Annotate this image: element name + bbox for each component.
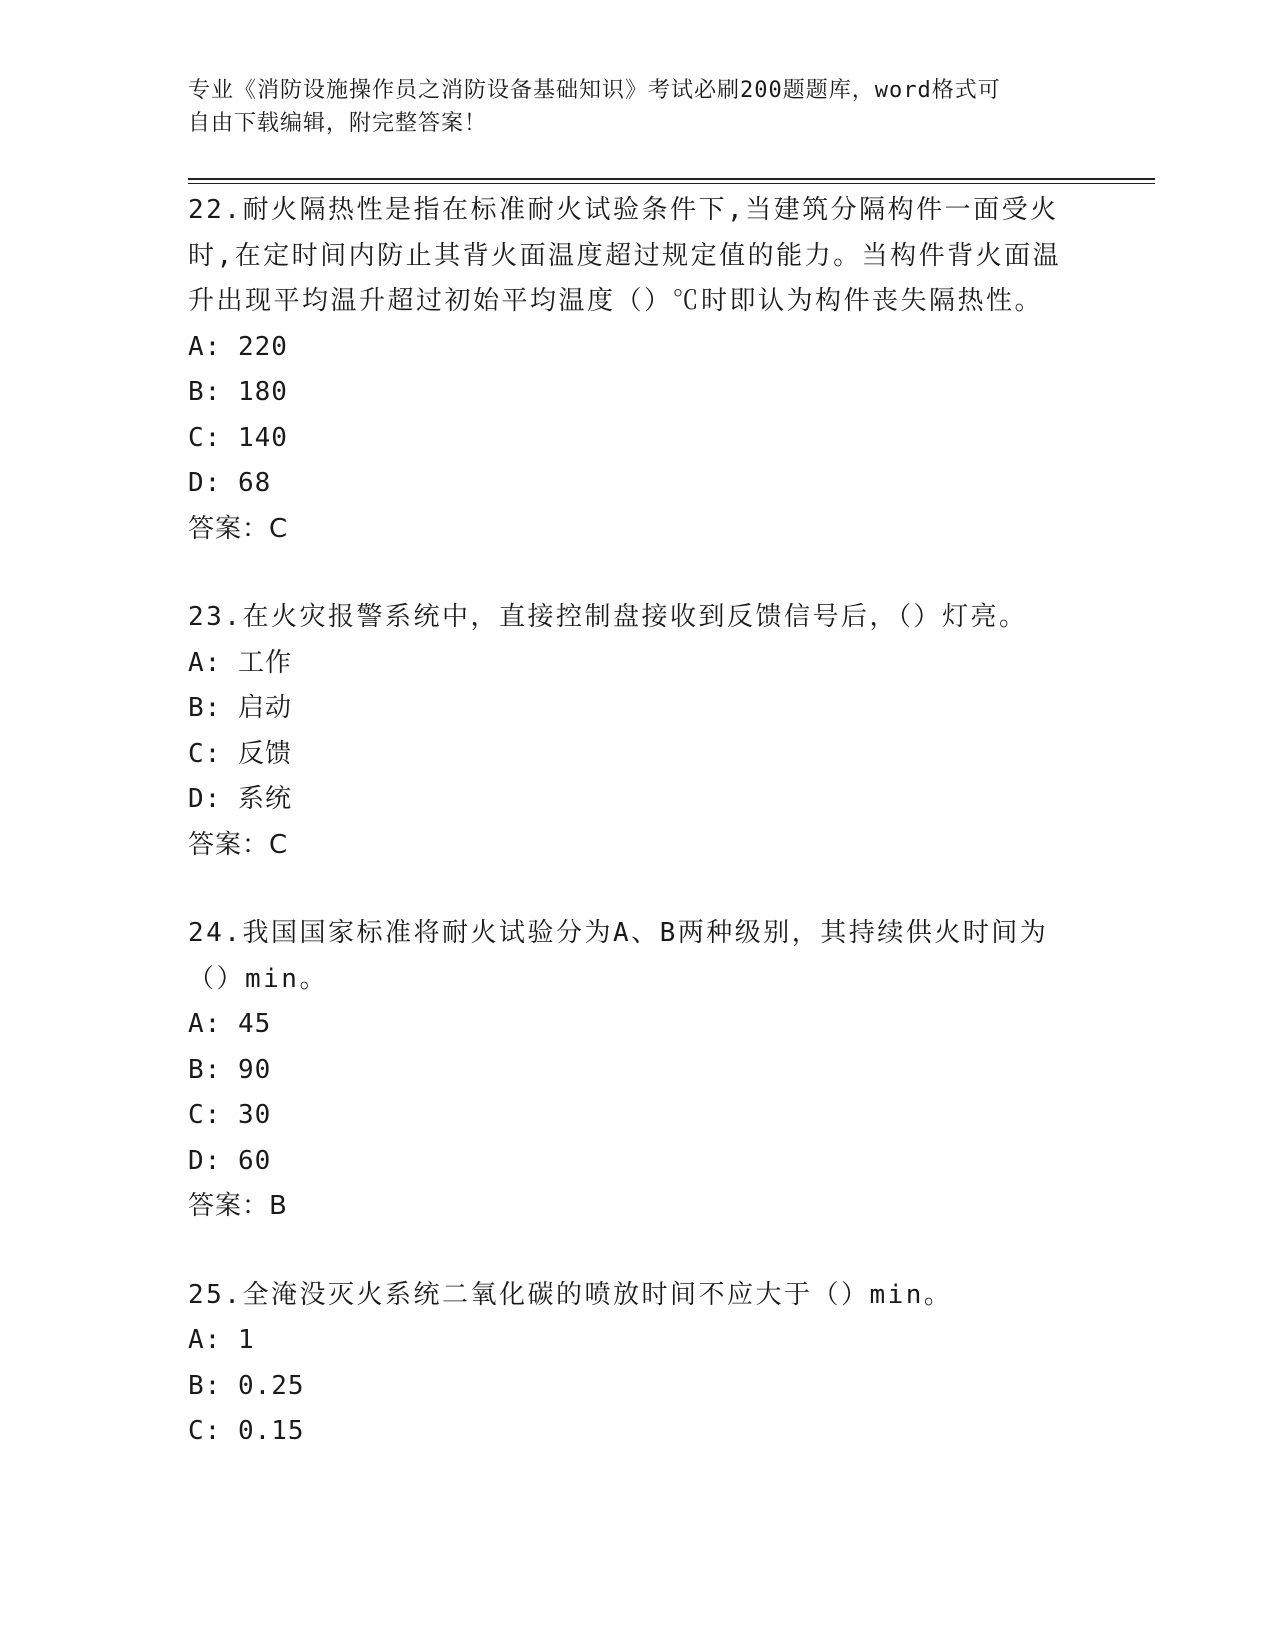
option-d: D: 60 [188,1145,272,1176]
option-b: B: 90 [188,1054,272,1085]
question-25 [188,1273,1088,1455]
option-c: C: 反馈 [188,738,292,769]
option-c: C: 30 [188,1100,272,1130]
document-header [188,74,1068,140]
question-23 [188,595,1088,868]
question-text: 23.在火灾报警系统中，直接控制盘接收到反馈信号后，（）灯亮。 [188,602,1028,632]
question-list [188,188,1088,1498]
header-divider-top [188,178,1155,180]
header-line-2: 自由下载编辑，附完整答案！ [188,111,488,136]
option-a: A: 工作 [188,647,292,678]
option-a: A: 45 [188,1009,272,1039]
answer: 答案：C [188,829,289,860]
option-b: B: 启动 [188,693,292,723]
header-line-1: 专业《消防设施操作员之消防设备基础知识》考试必刷200题题库，word格式可 [188,78,1001,103]
option-c: C: 140 [188,422,288,453]
option-b: B: 0.25 [188,1370,305,1401]
question-text: 22.耐火隔热性是指在标准耐火试验条件下,当建筑分隔构件一面受火时,在定时间内防止其背火面温度超过规定值的能力。当构件背火面温升出现平均温升超过初始平均温度（）℃时即认为构件丧失隔热性。 [188,195,1062,316]
option-a: A: 1 [188,1325,255,1355]
option-b: B: 180 [188,377,288,407]
header-divider-bottom [188,183,1155,184]
question-24 [188,911,1088,1230]
question-text: 24.我国国家标准将耐火试验分为A、B两种级别，其持续供火时间为（）min。 [188,918,1049,994]
answer: 答案：B [188,1191,288,1221]
question-22 [188,188,1088,552]
question-text: 25.全淹没灭火系统二氧化碳的喷放时间不应大于（）min。 [188,1279,953,1310]
answer: 答案：C [188,513,289,544]
option-d: D: 系统 [188,784,292,814]
option-c: C: 0.15 [188,1416,305,1446]
option-a: A: 220 [188,331,288,362]
option-d: D: 68 [188,468,272,498]
